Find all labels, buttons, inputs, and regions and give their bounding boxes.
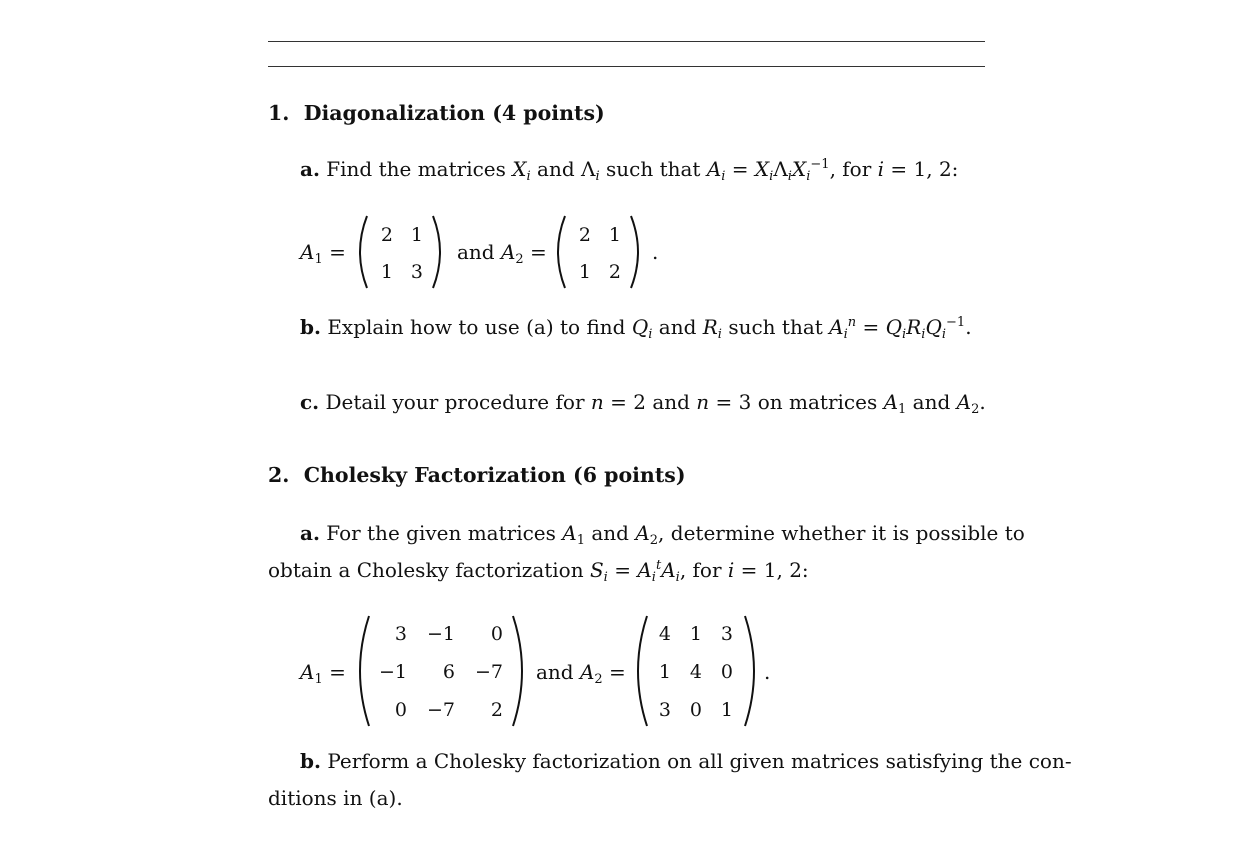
matrix-1-a2 [553,212,643,292]
matrix-cell: 0 [490,623,503,645]
section-2b-line1: b. Perform a Cholesky factorization on all given matrices satisfying the con- [300,749,1072,773]
section-2a-line1: a. For the given matrices $A_1$ and $A_2$, determine whether it is possible to [300,521,1025,548]
matrix-cell: 0 [720,661,733,683]
matrix-cell: 0 [394,699,407,721]
matrix-cell: 1 [608,224,621,246]
matrix-cell: 4 [689,661,702,683]
matrix-cell: 4 [658,623,671,645]
matrix-cell: 2 [490,699,503,721]
matrix-cell: 1 [658,661,671,683]
matrix-cell: 1 [578,261,591,283]
matrix-cell: 0 [689,699,702,721]
matrix-cell: 1 [689,623,702,645]
eq2-and-a2: and $A_2$ = [536,660,626,687]
matrix-cell: 1 [410,224,423,246]
matrix-cell: 1 [720,699,733,721]
matrix-cell: −1 [378,661,407,683]
matrix-cell: 6 [442,661,455,683]
matrix-cell: 2 [608,261,621,283]
section-1a-text: a. Find the matrices $X_i$ and $\Lambda_i$ such that $A_i = X_i\Lambda_iX_i^{-1}$, for i = 1, 2: [300,157,959,184]
matrix-cell: 2 [380,224,393,246]
section-2-heading: 2. Cholesky Factorization (6 points) [268,463,686,487]
section-2b-line2: ditions in (a). [268,786,403,810]
eq-and-a2: and $A_2$ = [457,240,547,267]
matrix-cell: 2 [578,224,591,246]
eq2-a1-label: $A_1$ = [300,660,346,687]
eq2-period: . [764,660,771,684]
section-2a-line2: obtain a Cholesky factorization $S_i = A_i^tA_i$, for i = 1, 2: [268,558,809,585]
matrix-cell: −7 [474,661,503,683]
matrix-cell: −1 [426,623,455,645]
eq-a1-label: $A_1$ = [300,240,346,267]
top-rule-1 [268,41,985,42]
matrix-cell: 3 [658,699,671,721]
top-rule-2 [268,66,985,67]
eq-period: . [652,240,659,264]
matrix-cell: −7 [426,699,455,721]
section-1b-text: b. Explain how to use (a) to find $Q_i$ and $R_i$ such that $A_i^n = Q_iR_iQ_i^{-1}$. [300,315,972,342]
matrix-cell: 3 [720,623,733,645]
section-1-heading: 1. Diagonalization (4 points) [268,101,605,125]
matrix-cell: 1 [380,261,393,283]
matrix-2-a1 [355,612,527,730]
section-1c-text: c. Detail your procedure for n = 2 and n = 3 on matrices $A_1$ and $A_2$. [300,390,986,417]
matrix-cell: 3 [394,623,407,645]
matrix-cell: 3 [410,261,423,283]
matrix-2-a2 [633,612,759,730]
matrix-1-a1 [355,212,445,292]
